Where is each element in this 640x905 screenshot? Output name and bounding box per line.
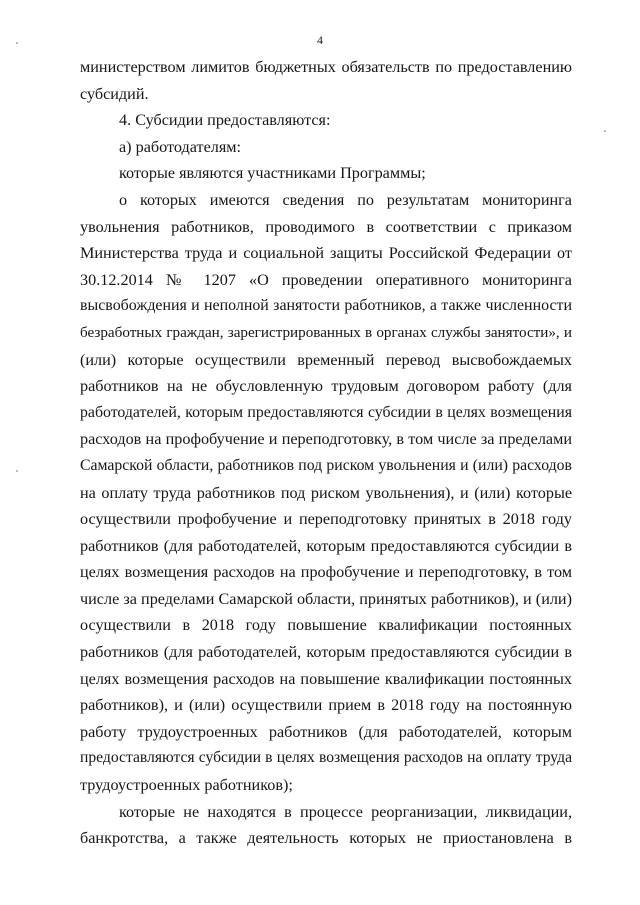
scan-speck [604, 130, 606, 132]
text-line: целях возмещения расходов на повышение квалификации постоянных [80, 669, 572, 688]
text-line: целях возмещения расходов на профобучение и переподготовку, в том [80, 563, 572, 582]
text-line: (или) которые осуществили временный перевод высвобождаемых [80, 350, 572, 369]
text-line: работников на не обусловленную трудовым договором работу (для [80, 377, 572, 396]
text-line: банкротства, а также деятельность которых не приостановлена в [80, 829, 572, 848]
document-body [80, 54, 572, 852]
text-line: числе за пределами Самарской области, принятых работников), и (или) [80, 589, 572, 608]
text-line: министерством лимитов бюджетных обязательств по предоставлению [80, 58, 572, 76]
text-line: расходов на профобучение и переподготовку, в том числе за пределами [80, 430, 572, 449]
scan-speck [16, 42, 18, 44]
text-line: о которых имеются сведения по результатам мониторинга [119, 190, 572, 209]
text-line: осуществили в 2018 году повышение квалификации постоянных [80, 616, 572, 635]
text-line: работу трудоустроенных работников (для работодателей, которым [80, 722, 572, 741]
text-line: работников (для работодателей, которым предоставляются субсидии в [80, 643, 572, 662]
text-line: на оплату труда работников под риском увольнения), и (или) которые [80, 483, 572, 502]
text-line: Министерства труда и социальной защиты Российской Федерации от [80, 244, 572, 263]
text-line: предоставляются субсидии в целях возмещения расходов на оплату труда [80, 749, 572, 767]
text-line: которые являются участниками Программы; [119, 164, 426, 183]
text-line: субсидий. [80, 84, 149, 103]
text-line: работников), и (или) осуществили прием в 2018 году на постоянную [80, 696, 572, 715]
text-line: трудоустроенных работников); [80, 776, 293, 795]
text-line: осуществили профобучение и переподготовку принятых в 2018 году [80, 510, 572, 529]
text-line: Самарской области, работников под риском увольнения и (или) расходов [80, 456, 572, 474]
text-line: безработных граждан, зарегистрированных в органах службы занятости», и [80, 324, 572, 341]
text-line: увольнения работников, проводимого в соответствии с приказом [80, 217, 572, 236]
text-line: высвобождения и неполной занятости работников, а также численности [80, 297, 572, 315]
text-line: 30.12.2014 № 1207 «О проведении оперативного мониторинга [80, 270, 572, 289]
scan-speck [16, 470, 18, 472]
text-line: 4. Субсидии предоставляются: [119, 111, 331, 130]
page-number: 4 [317, 33, 323, 47]
text-line: работников (для работодателей, которым предоставляются субсидии в [80, 536, 572, 555]
text-line: которые не находятся в процессе реорганизации, ликвидации, [119, 802, 572, 821]
text-line: а) работодателям: [119, 137, 242, 156]
text-line: работодателей, которым предоставляются субсидии в целях возмещения [80, 403, 572, 421]
